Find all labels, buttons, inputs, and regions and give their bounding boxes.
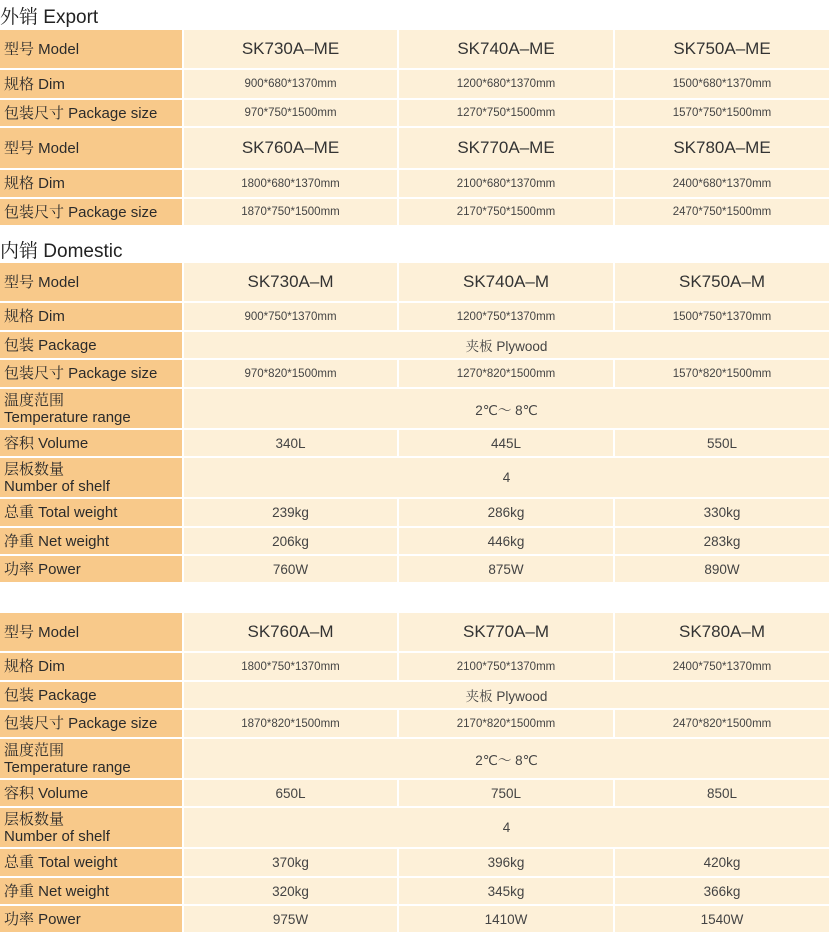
package-size-cell: 1870*750*1500mm <box>184 199 399 227</box>
dim-cell: 1200*680*1370mm <box>399 70 615 100</box>
volume-cell: 550L <box>615 430 831 458</box>
row-label: 包装尺寸 Package size <box>0 199 184 227</box>
net-weight-cell: 320kg <box>184 878 399 906</box>
row-label: 规格 Dim <box>0 303 184 332</box>
table-row <box>0 389 831 430</box>
net-weight-cell: 283kg <box>615 528 831 556</box>
package-size-cell: 1270*750*1500mm <box>399 100 615 128</box>
shelf-cell: 4 <box>184 458 831 499</box>
label-cn: 温度范围 <box>4 741 65 759</box>
dim-cell: 2100*750*1370mm <box>399 653 615 682</box>
table-row <box>0 128 831 170</box>
table-row <box>0 263 831 303</box>
model-cell: SK780A–M <box>615 613 831 653</box>
total-weight-cell: 396kg <box>399 849 615 878</box>
row-label <box>0 389 184 430</box>
net-weight-cell: 206kg <box>184 528 399 556</box>
net-weight-cell: 446kg <box>399 528 615 556</box>
package-size-cell: 2470*820*1500mm <box>615 710 831 739</box>
table-row <box>0 556 831 584</box>
table-row <box>0 458 831 499</box>
label-cn: 温度范围 <box>4 391 65 409</box>
total-weight-cell: 370kg <box>184 849 399 878</box>
table-row <box>0 199 831 227</box>
table-row <box>0 528 831 556</box>
dim-cell: 2100*680*1370mm <box>399 170 615 199</box>
temperature-cell: 2℃～ 8℃ <box>184 389 831 430</box>
table-row <box>0 808 831 849</box>
net-weight-cell: 345kg <box>399 878 615 906</box>
table-row <box>0 682 831 710</box>
row-label: 净重 Net weight <box>0 878 184 906</box>
power-cell: 1410W <box>399 906 615 934</box>
table-row <box>0 30 831 70</box>
package-size-cell: 1270*820*1500mm <box>399 360 615 389</box>
package-size-cell: 1570*750*1500mm <box>615 100 831 128</box>
row-label: 规格 Dim <box>0 170 184 199</box>
row-label: 规格 Dim <box>0 653 184 682</box>
row-label: 功率 Power <box>0 556 184 584</box>
row-label <box>0 458 184 499</box>
row-label: 型号 Model <box>0 263 184 303</box>
domestic-section-title: 内销 Domestic <box>0 241 123 262</box>
power-cell: 1540W <box>615 906 831 934</box>
row-label: 包装 Package <box>0 682 184 710</box>
dim-cell: 1200*750*1370mm <box>399 303 615 332</box>
dim-cell: 2400*750*1370mm <box>615 653 831 682</box>
row-label: 型号 Model <box>0 613 184 653</box>
package-size-cell: 2170*820*1500mm <box>399 710 615 739</box>
table-row <box>0 332 831 360</box>
volume-cell: 750L <box>399 780 615 808</box>
row-label: 规格 Dim <box>0 70 184 100</box>
volume-cell: 650L <box>184 780 399 808</box>
table-row <box>0 710 831 739</box>
row-label: 包装尺寸 Package size <box>0 360 184 389</box>
table-row <box>0 303 831 332</box>
model-cell: SK730A–M <box>184 263 399 303</box>
row-label: 型号 Model <box>0 128 184 170</box>
table-row <box>0 613 831 653</box>
model-cell: SK770A–ME <box>399 128 615 170</box>
row-label <box>0 808 184 849</box>
export-section-title: 外销 Export <box>0 7 99 28</box>
model-cell: SK760A–ME <box>184 128 399 170</box>
dim-cell: 1800*750*1370mm <box>184 653 399 682</box>
model-cell: SK730A–ME <box>184 30 399 70</box>
package-size-cell: 2170*750*1500mm <box>399 199 615 227</box>
dim-cell: 900*680*1370mm <box>184 70 399 100</box>
model-cell: SK780A–ME <box>615 128 831 170</box>
row-label: 型号 Model <box>0 30 184 70</box>
volume-cell: 850L <box>615 780 831 808</box>
table-row <box>0 70 831 100</box>
table-row <box>0 360 831 389</box>
row-label: 总重 Total weight <box>0 849 184 878</box>
export-table <box>0 30 831 227</box>
table-row <box>0 739 831 780</box>
total-weight-cell: 420kg <box>615 849 831 878</box>
table-row <box>0 878 831 906</box>
row-label: 包装尺寸 Package size <box>0 100 184 128</box>
domestic-table-2 <box>0 613 831 934</box>
table-row <box>0 849 831 878</box>
volume-cell: 340L <box>184 430 399 458</box>
row-label <box>0 739 184 780</box>
row-label: 包装尺寸 Package size <box>0 710 184 739</box>
table-row <box>0 100 831 128</box>
total-weight-cell: 239kg <box>184 499 399 528</box>
row-label: 净重 Net weight <box>0 528 184 556</box>
dim-cell: 1500*750*1370mm <box>615 303 831 332</box>
model-cell: SK750A–ME <box>615 30 831 70</box>
shelf-cell: 4 <box>184 808 831 849</box>
row-label: 总重 Total weight <box>0 499 184 528</box>
row-label: 容积 Volume <box>0 430 184 458</box>
package-size-cell: 1570*820*1500mm <box>615 360 831 389</box>
table-row <box>0 906 831 934</box>
package-size-cell: 1870*820*1500mm <box>184 710 399 739</box>
label-en: Number of shelf <box>4 827 110 845</box>
row-label: 包装 Package <box>0 332 184 360</box>
model-cell: SK750A–M <box>615 263 831 303</box>
total-weight-cell: 330kg <box>615 499 831 528</box>
dim-cell: 900*750*1370mm <box>184 303 399 332</box>
package-cell: 夹板 Plywood <box>184 682 831 710</box>
power-cell: 760W <box>184 556 399 584</box>
volume-cell: 445L <box>399 430 615 458</box>
power-cell: 975W <box>184 906 399 934</box>
table-row <box>0 499 831 528</box>
total-weight-cell: 286kg <box>399 499 615 528</box>
table-row <box>0 653 831 682</box>
package-cell: 夹板 Plywood <box>184 332 831 360</box>
dim-cell: 2400*680*1370mm <box>615 170 831 199</box>
model-cell: SK760A–M <box>184 613 399 653</box>
model-cell: SK740A–M <box>399 263 615 303</box>
label-en: Temperature range <box>4 408 131 426</box>
power-cell: 890W <box>615 556 831 584</box>
label-en: Number of shelf <box>4 477 110 495</box>
table-row <box>0 430 831 458</box>
dim-cell: 1800*680*1370mm <box>184 170 399 199</box>
label-cn: 层板数量 <box>4 810 65 828</box>
package-size-cell: 970*820*1500mm <box>184 360 399 389</box>
temperature-cell: 2℃～ 8℃ <box>184 739 831 780</box>
row-label: 容积 Volume <box>0 780 184 808</box>
domestic-table-1 <box>0 263 831 584</box>
model-cell: SK740A–ME <box>399 30 615 70</box>
power-cell: 875W <box>399 556 615 584</box>
label-cn: 层板数量 <box>4 460 65 478</box>
net-weight-cell: 366kg <box>615 878 831 906</box>
package-size-cell: 2470*750*1500mm <box>615 199 831 227</box>
row-label: 功率 Power <box>0 906 184 934</box>
model-cell: SK770A–M <box>399 613 615 653</box>
label-en: Temperature range <box>4 758 131 776</box>
table-row <box>0 170 831 199</box>
table-row <box>0 780 831 808</box>
package-size-cell: 970*750*1500mm <box>184 100 399 128</box>
dim-cell: 1500*680*1370mm <box>615 70 831 100</box>
